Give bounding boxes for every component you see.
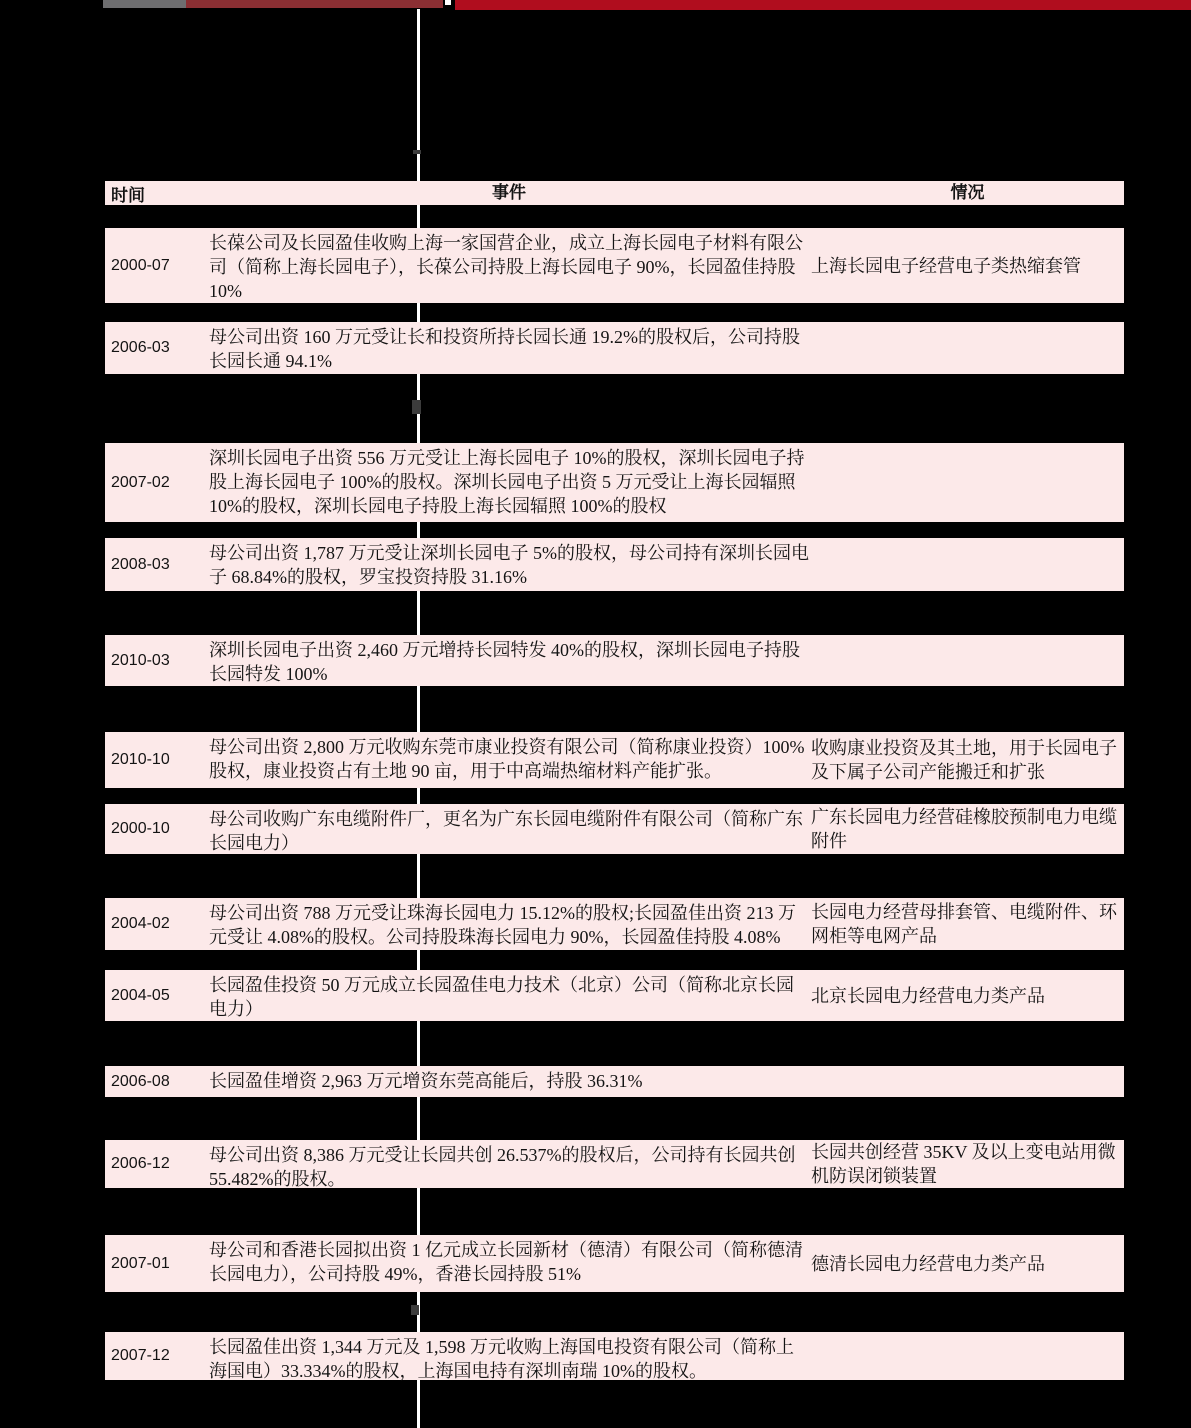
row-event: 长园盈佳增资 2,963 万元增资东莞高能后，持股 36.31% <box>209 1071 643 1091</box>
table-row <box>105 1332 1124 1380</box>
row-date: 2006-03 <box>111 339 170 356</box>
table-row <box>105 322 1124 374</box>
row-date: 2008-03 <box>111 555 170 573</box>
table-row <box>105 443 1124 522</box>
page-divider-line <box>417 9 420 1428</box>
row-situation: 长园电力经营母排套管、电缆附件、环网柜等电网产品 <box>811 902 1117 946</box>
row-situation <box>811 1066 1124 1097</box>
row-situation: 上海长园电子经营电子类热缩套管 <box>811 255 1081 276</box>
row-event: 母公司出资 1,787 万元受让深圳长园电子 5%的股权，母公司持有深圳长园电子 68.84%的股权，罗宝投资持股 31.16% <box>209 543 809 587</box>
row-situation <box>811 322 1124 374</box>
row-situation <box>811 635 1124 686</box>
text-artifact <box>413 150 421 154</box>
row-date: 2006-12 <box>111 1155 170 1172</box>
table-row <box>105 898 1124 950</box>
row-situation: 德清长园电力经营电力类产品 <box>811 1253 1045 1274</box>
table-row <box>105 970 1124 1021</box>
header-time: 时间 <box>111 185 145 205</box>
table-header-row <box>105 181 1124 205</box>
row-event: 母公司出资 8,386 万元受让长园共创 26.537%的股权后，公司持有长园共创 55.482%的股权。 <box>209 1145 796 1189</box>
row-event: 长园盈佳出资 1,344 万元及 1,598 万元收购上海国电投资有限公司（简称上海国电）33.334%的股权，上海国电持有深圳南瑞 10%的股权。 <box>209 1337 794 1381</box>
table-row <box>105 1140 1124 1188</box>
row-date: 2004-02 <box>111 915 170 932</box>
row-situation: 长园共创经营 35KV 及以上变电站用微机防误闭锁装置 <box>811 1142 1116 1186</box>
row-situation: 收购康业投资及其土地，用于长园电子及下属子公司产能搬迁和扩张 <box>811 738 1117 782</box>
table-row <box>105 732 1124 788</box>
row-date: 2006-08 <box>111 1072 170 1090</box>
row-date: 2000-07 <box>111 256 170 274</box>
row-event: 母公司出资 788 万元受让珠海长园电力 15.12%的股权;长园盈佳出资 213 万元受让 4.08%的股权。公司持股珠海长园电力 90%，长园盈佳持股 4.08% <box>209 903 796 947</box>
table-row <box>105 1066 1124 1097</box>
table-row <box>105 635 1124 686</box>
row-situation <box>811 538 1124 591</box>
table-row <box>105 538 1124 591</box>
row-event: 母公司出资 2,800 万元收购东莞市康业投资有限公司（简称康业投资）100% 股权，康业投资占有土地 90 亩，用于中高端热缩材料产能扩张。 <box>209 737 805 781</box>
row-event: 长葆公司及长园盈佳收购上海一家国营企业，成立上海长园电子材料有限公司（简称上海长园电子），长葆公司持股上海长园电子 90%，长园盈佳持股 10% <box>209 233 803 301</box>
row-date: 2007-12 <box>111 1347 170 1364</box>
row-date: 2010-03 <box>111 651 170 669</box>
row-date: 2010-10 <box>111 751 170 768</box>
row-situation: 北京长园电力经营电力类产品 <box>811 985 1045 1006</box>
header-situation: 情况 <box>950 183 985 202</box>
text-artifact <box>411 1305 419 1315</box>
top-bar-white-notch <box>445 0 451 5</box>
header-event: 事件 <box>492 183 526 202</box>
table-row <box>105 804 1124 854</box>
top-bar-dark-red-segment <box>186 0 443 8</box>
row-event: 深圳长园电子出资 556 万元受让上海长园电子 10%的股权，深圳长园电子持股上海长园电子 100%的股权。深圳长园电子出资 5 万元受让上海长园辐照 10%的股权，深圳长园电子持股上海长园辐照 100%的股权 <box>209 448 805 516</box>
row-event: 母公司出资 160 万元受让长和投资所持长园长通 19.2%的股权后，公司持股长园长通 94.1% <box>209 327 800 371</box>
table-row <box>105 1235 1124 1292</box>
text-artifact <box>412 400 421 414</box>
row-date: 2007-02 <box>111 473 170 491</box>
row-situation: 广东长园电力经营硅橡胶预制电力电缆附件 <box>811 807 1117 851</box>
row-date: 2007-01 <box>111 1254 170 1272</box>
row-event: 母公司和香港长园拟出资 1 亿元成立长园新材（德清）有限公司（简称德清长园电力），公司持股 49%，香港长园持股 51% <box>209 1240 803 1284</box>
row-situation <box>811 1332 1124 1380</box>
top-bar-gray-segment <box>103 0 186 8</box>
row-date: 2000-10 <box>111 820 170 837</box>
row-event: 母公司收购广东电缆附件厂，更名为广东长园电缆附件有限公司（简称广东长园电力） <box>209 809 803 853</box>
table-row <box>105 228 1124 303</box>
row-event: 深圳长园电子出资 2,460 万元增持长园特发 40%的股权，深圳长园电子持股长园特发 100% <box>209 640 800 684</box>
row-date: 2004-05 <box>111 986 170 1004</box>
row-event: 长园盈佳投资 50 万元成立长园盈佳电力技术（北京）公司（简称北京长园电力） <box>209 975 794 1019</box>
row-situation <box>811 443 1124 522</box>
top-bar-red-segment <box>455 0 1191 10</box>
